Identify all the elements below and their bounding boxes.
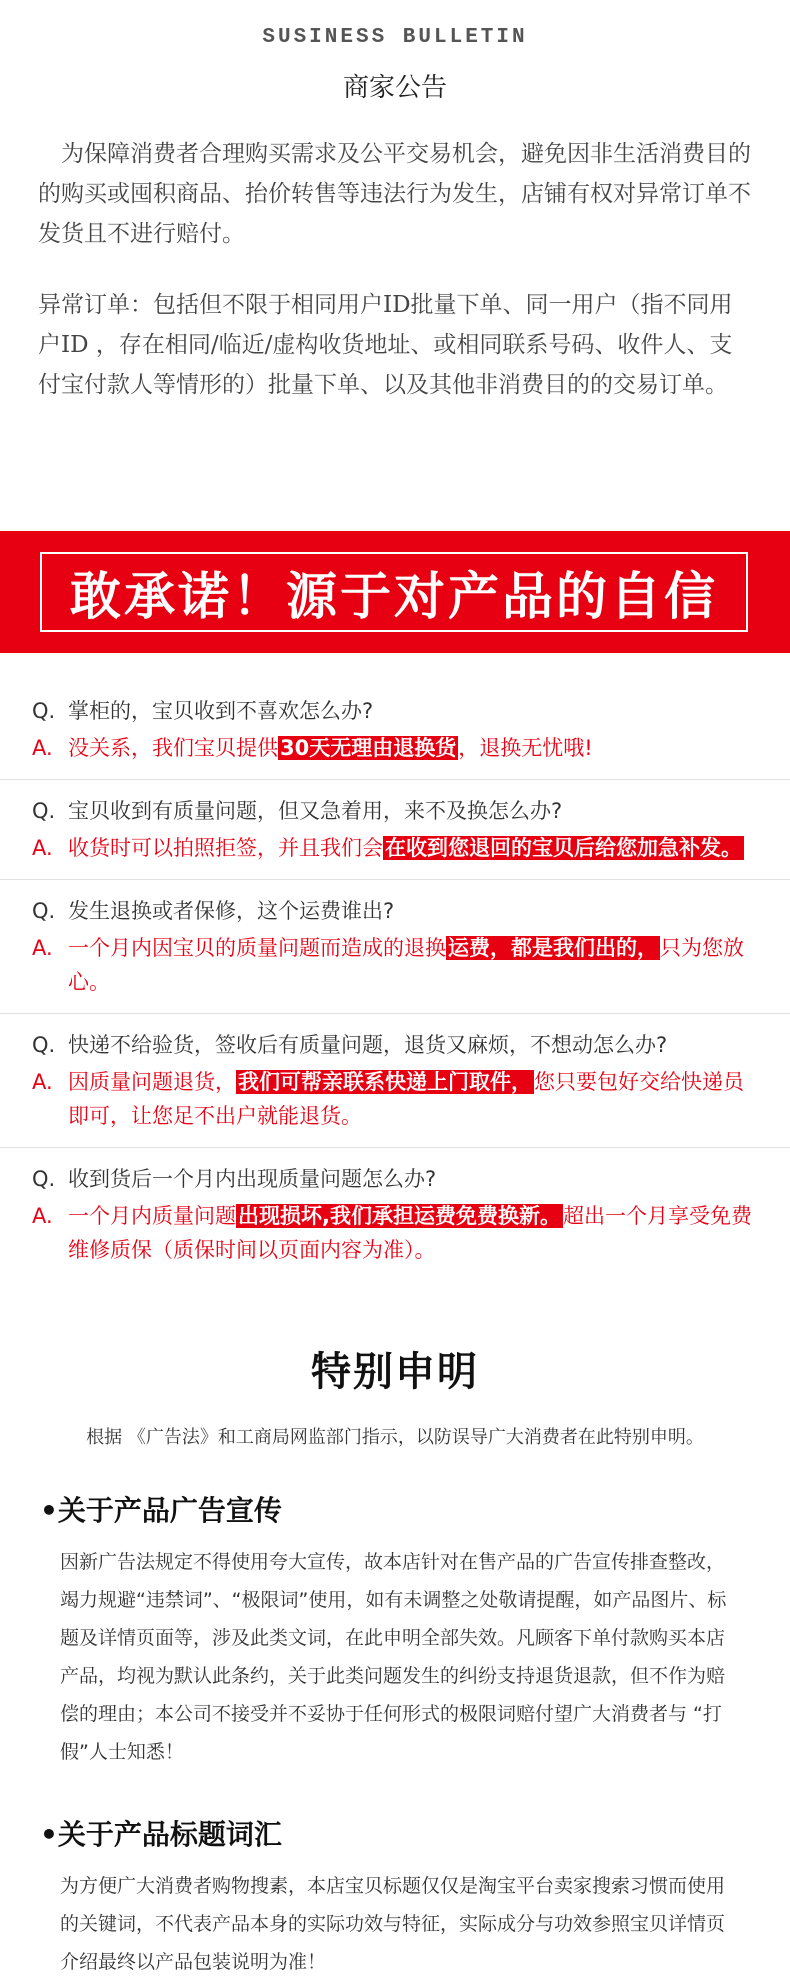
faq-item <box>0 1014 790 1148</box>
answer-post: 超出一个月享受免费维修质保（质保时间以页面内容为准）。 <box>68 1204 752 1262</box>
faq-question <box>32 694 758 728</box>
faq-item <box>0 686 790 780</box>
faq-question <box>32 794 758 828</box>
answer-post: 您只要包好交给快递员即可，让您足不出户就能退货。 <box>68 1070 744 1128</box>
answer-highlight: 运费，都是我们出的， <box>448 936 658 960</box>
faq-answer <box>32 1199 758 1267</box>
answer-pre: 一个月内因宝贝的质量问题而造成的退换 <box>68 936 446 960</box>
answer-highlight: 30天无理由退换货 <box>280 736 457 760</box>
answer-mark-label: A. <box>32 736 53 760</box>
answer-text <box>68 1065 758 1133</box>
answer-text <box>68 931 758 999</box>
special-statement-title: 特别申明 <box>311 1349 479 1395</box>
faq-answer <box>32 931 758 999</box>
special-statement-intro: 根据 《广告法》和工商局网监部门指示，以防误导广大消费者在此特别申明。 <box>86 1427 704 1448</box>
answer-post: ，退换无忧哦! <box>458 736 593 760</box>
question-text: 快递不给验货，签收后有质量问题，退货又麻烦，不想动怎么办? <box>68 1033 668 1057</box>
question-mark-label: Q. <box>32 1033 56 1057</box>
abnormal-order-paragraph: 异常订单：包括但不限于相同用户ID批量下单、同一用户（指不同用户ID ，存在相同/临近/虚构收货地址、或相同联系号码、收件人、支付宝付款人等情形的）批量下单、以及其他非消费目的的交易订单。 <box>38 292 733 398</box>
special-statement <box>0 1340 790 1981</box>
faq-question <box>32 1028 758 1062</box>
question-text: 收到货后一个月内出现质量问题怎么办? <box>68 1167 437 1191</box>
question-mark-label: Q. <box>32 699 56 723</box>
question-mark-label: Q. <box>32 899 56 923</box>
banner-slogan: 敢承诺！源于对产品的自信 <box>69 568 718 627</box>
title-words-section-title: •关于产品标题词汇 <box>40 1818 282 1851</box>
question-mark-label: Q. <box>32 1167 56 1191</box>
answer-mark-label: A. <box>32 1070 53 1094</box>
bulletin-title: 商家公告 <box>342 73 447 103</box>
faq-question <box>32 894 758 928</box>
faq-answer <box>32 731 758 765</box>
banner-frame <box>40 552 748 632</box>
faq-item <box>0 1148 790 1281</box>
question-text: 宝贝收到有质量问题，但又急着用，来不及换怎么办? <box>68 799 563 823</box>
faq-item <box>0 880 790 1014</box>
answer-mark-label: A. <box>32 836 53 860</box>
faq-answer <box>32 831 758 865</box>
title-words-section-body: 为方便广大消费者购物搜素，本店宝贝标题仅仅是淘宝平台卖家搜索习惯而使用的关键词，不代表产品本身的实际功效与特征，实际成分与功效参照宝贝详情页介绍最终以产品包装说明为准！ <box>60 1875 726 1973</box>
faq-question <box>32 1162 758 1196</box>
faq-answer <box>32 1065 758 1133</box>
answer-pre: 一个月内质量问题 <box>68 1204 236 1228</box>
answer-text <box>68 1199 758 1267</box>
faq-section <box>0 686 790 1281</box>
faq-item <box>0 780 790 880</box>
answer-pre: 没关系，我们宝贝提供 <box>68 736 278 760</box>
ad-section-body: 因新广告法规定不得使用夸大宣传，故本店针对在售产品的广告宣传排查整改，竭力规避“违禁词”、“极限词”使用，如有未调整之处敬请提醒，如产品图片、标题及详情页面等，涉及此类文词，在此申明全部失效。凡顾客下单付款购买本店产品，均视为默认此条约，关于此类问题发生的纠纷支持退货退款，但不作为赔偿的理由；本公司不接受并不妥协于任何形式的极限词赔付望广大消费者与 “打假”人士知悉！ <box>60 1551 727 1763</box>
answer-highlight: 在收到您退回的宝贝后给您加急补发。 <box>385 836 742 860</box>
answer-highlight: 我们可帮亲联系快递上门取件， <box>238 1070 532 1094</box>
answer-text <box>68 831 758 865</box>
answer-mark-label: A. <box>32 1204 53 1228</box>
promise-banner <box>0 531 790 653</box>
bulletin-paragraph: 为保障消费者合理购买需求及公平交易机会，避免因非生活消费目的的购买或囤积商品、抬价转售等违法行为发生，店铺有权对异常订单不发货且不进行赔付。 <box>38 141 751 247</box>
question-mark-label: Q. <box>32 799 56 823</box>
question-text: 发生退换或者保修，这个运费谁出? <box>68 899 395 923</box>
answer-pre: 因质量问题退货， <box>68 1070 236 1094</box>
ad-section-title: •关于产品广告宣传 <box>40 1494 282 1527</box>
answer-highlight: 出现损坏,我们承担运费免费换新。 <box>238 1204 561 1228</box>
answer-post: 只为您放心。 <box>68 936 744 994</box>
bulletin-english-title: SUSINESS BULLETIN <box>262 26 528 49</box>
answer-text <box>68 731 758 765</box>
answer-mark-label: A. <box>32 936 53 960</box>
question-text: 掌柜的，宝贝收到不喜欢怎么办? <box>68 699 374 723</box>
merchant-bulletin <box>0 0 790 405</box>
answer-pre: 收货时可以拍照拒签，并且我们会 <box>68 836 383 860</box>
